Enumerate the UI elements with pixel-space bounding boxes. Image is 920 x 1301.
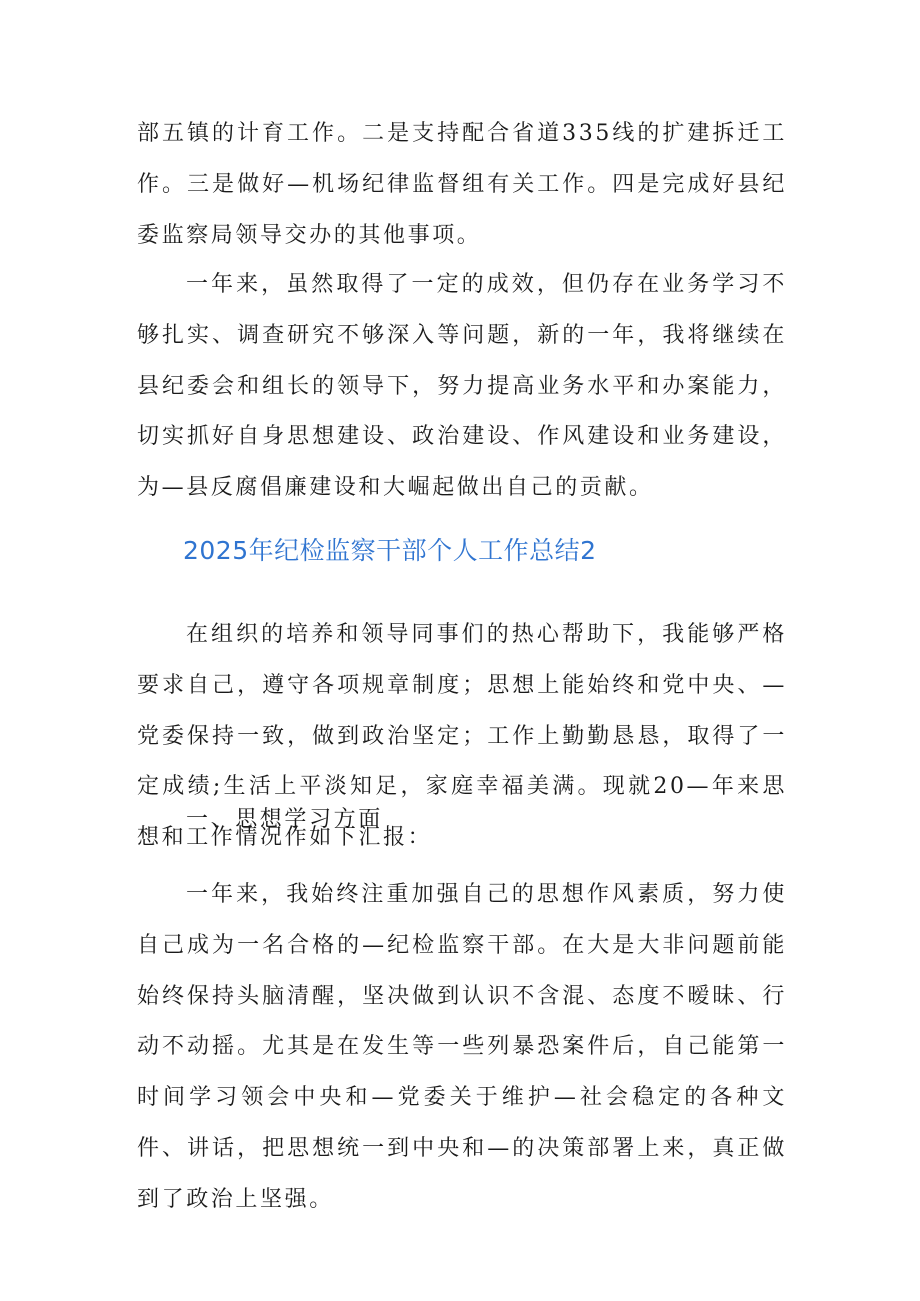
paragraph-study: 一年来，我始终注重加强自己的思想作风素质，努力使自己成为一名合格的—纪检监察干部。在大是大非问题前能始终保持头脑清醒，坚决做到认识不含混、态度不暧昧、行动不动摇。尤其是在发生等一些列暴恐案件后，自己能第一时间学习领会中央和—党委关于维护—社会稳定的各种文件、讲话，把思想统一到中央和—的决策部署上来，真正做到了政治上坚强。 bbox=[137, 882, 787, 1212]
paragraph-summary: 一年来，虽然取得了一定的成效，但仍存在业务学习不够扎实、调查研究不够深入等问题，新的一年，我将继续在县纪委会和组长的领导下，努力提高业务水平和办案能力，切实抓好自身思想建设、政治建设、作风建设和业务建设，为—县反腐倡廉建设和大崛起做出自己的贡献。 bbox=[137, 272, 787, 501]
paragraph-continuation: 部五镇的计育工作。二是支持配合省道335线的扩建拆迁工作。三是做好—机场纪律监督组有关工作。四是完成好县纪委监察局领导交办的其他事项。 bbox=[137, 121, 787, 248]
paragraph-intro: 在组织的培养和领导同事们的热心帮助下，我能够严格要求自己，遵守各项规章制度；思想上能始终和党中央、—党委保持一致，做到政治坚定；工作上勤勤恳恳，取得了一定成绩;生活上平淡知足，家庭幸福美满。现就20—年来思想和工作情况作如下汇报： bbox=[137, 622, 787, 851]
section-heading: 一、思想学习方面 bbox=[186, 807, 383, 832]
section-title: 2025年纪检监察干部个人工作总结2 bbox=[183, 536, 597, 565]
